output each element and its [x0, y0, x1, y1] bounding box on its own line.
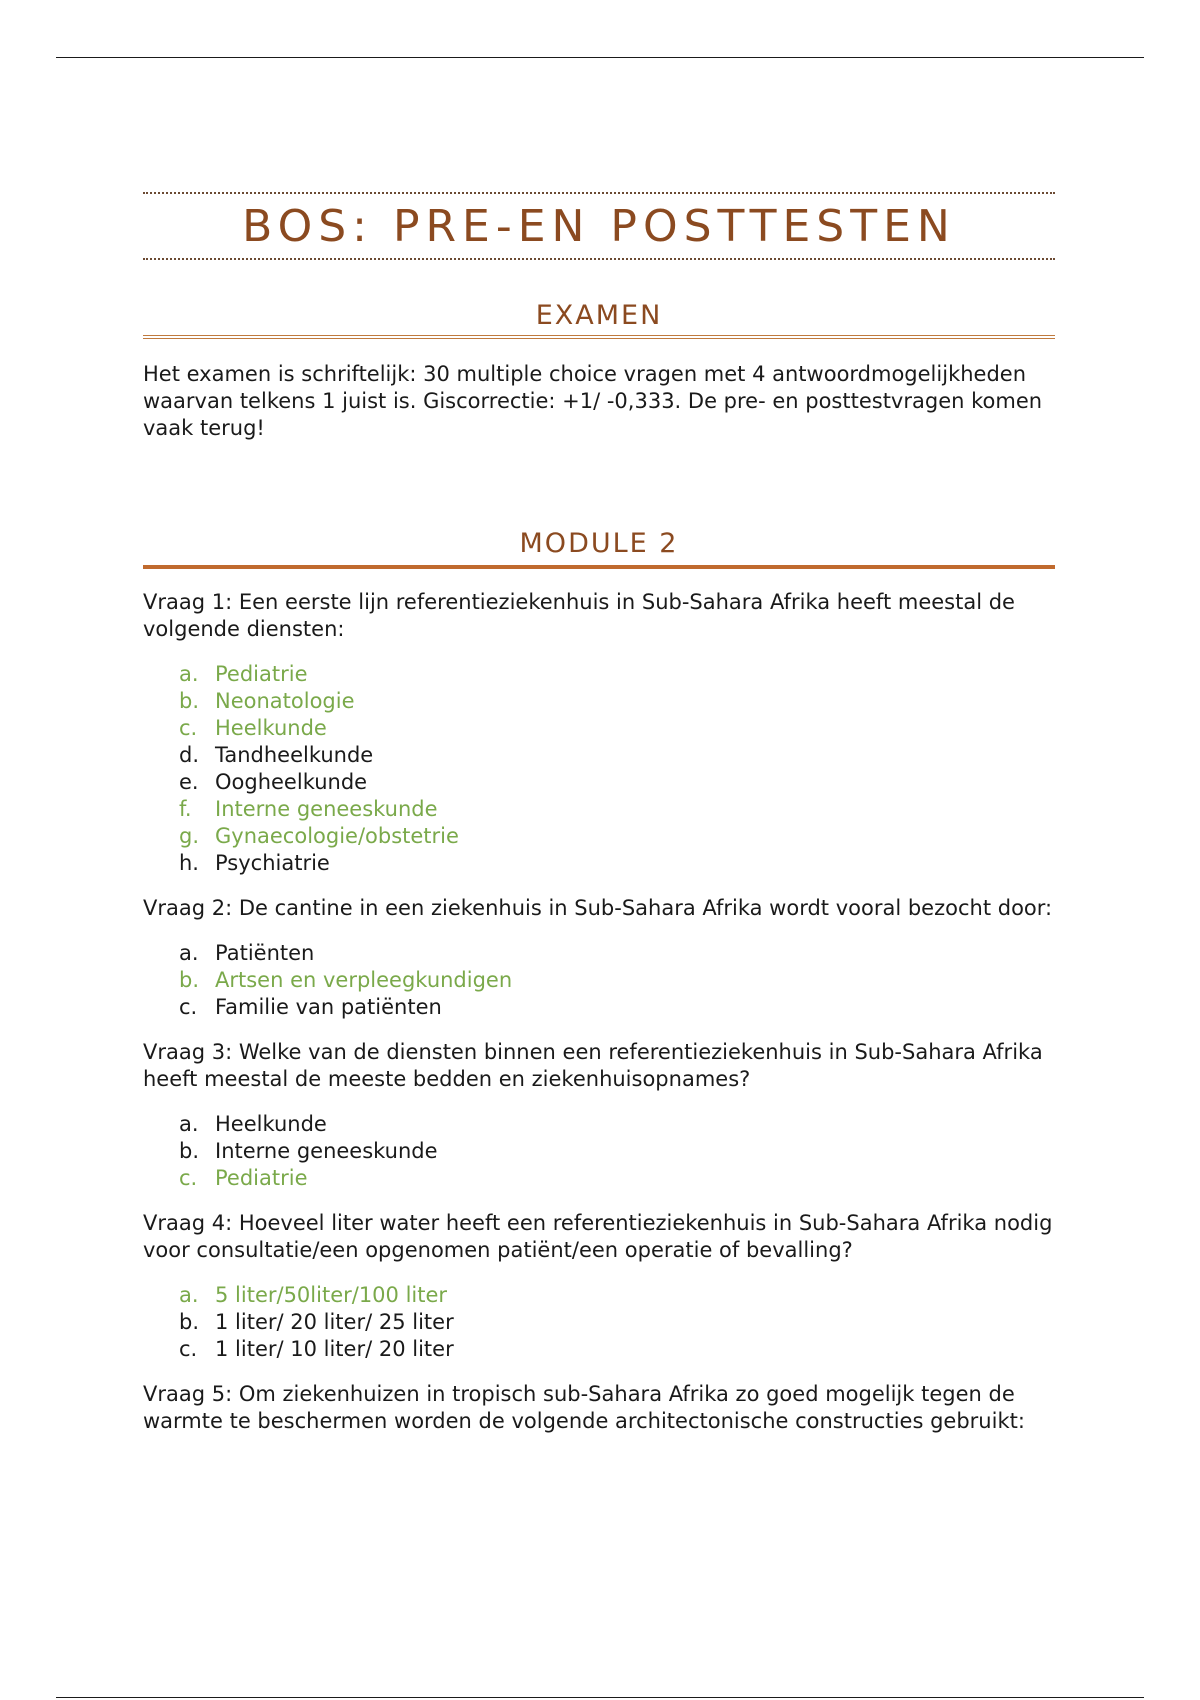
answer-letter: a. [179, 1283, 199, 1307]
answer-text: Pediatrie [215, 662, 308, 686]
answer-text: Tandheelkunde [215, 743, 374, 767]
answer-letter: b. [179, 1139, 200, 1163]
answer-letter: a. [179, 941, 199, 965]
answer-text: Neonatologie [215, 689, 355, 713]
answer-option [179, 1336, 1055, 1363]
answer-text: 1 liter/ 20 liter/ 25 liter [215, 1310, 454, 1334]
answer-option [179, 769, 1055, 796]
answer-text: Oogheelkunde [215, 770, 368, 794]
answer-letter: c. [179, 1166, 198, 1190]
answer-text: Artsen en verpleegkundigen [215, 968, 513, 992]
answer-text: Psychiatrie [215, 851, 330, 875]
answer-text: Familie van patiënten [215, 995, 442, 1019]
answer-option [179, 940, 1055, 967]
answer-option [179, 1309, 1055, 1336]
answer-option [179, 742, 1055, 769]
answer-option-correct [179, 688, 1055, 715]
answer-option [179, 1138, 1055, 1165]
answer-letter: c. [179, 1337, 198, 1361]
answer-letter: f. [179, 797, 192, 821]
answer-letter: b. [179, 1310, 200, 1334]
question-text: Vraag 3: Welke van de diensten binnen een referentieziekenhuis in Sub-Sahara Afrika heeft meestal de meeste bedden en ziekenhuisopnames? [143, 1040, 1043, 1091]
answer-list [143, 940, 1055, 1021]
section-heading-module: MODULE 2 [143, 528, 1055, 569]
answer-text: Interne geneeskunde [215, 797, 438, 821]
answer-letter: b. [179, 689, 200, 713]
answer-option-correct [179, 796, 1055, 823]
answer-list [143, 1111, 1055, 1192]
answer-letter: d. [179, 743, 200, 767]
answer-text: Heelkunde [215, 1112, 327, 1136]
answer-letter: a. [179, 1112, 199, 1136]
answer-option [179, 1111, 1055, 1138]
answer-option [179, 994, 1055, 1021]
answer-letter: e. [179, 770, 199, 794]
page-top-rule [56, 57, 1144, 58]
question-text: Vraag 4: Hoeveel liter water heeft een referentieziekenhuis in Sub-Sahara Afrika nodig voor consultatie/een opgenomen patiënt/een operatie of bevalling? [143, 1211, 1053, 1262]
answer-letter: h. [179, 851, 199, 875]
answer-list [143, 661, 1055, 877]
answer-option-correct [179, 1165, 1055, 1192]
page-bottom-rule [56, 1697, 1144, 1698]
answer-letter: a. [179, 662, 199, 686]
answer-text: Patiënten [215, 941, 315, 965]
answer-text: Interne geneeskunde [215, 1139, 438, 1163]
answer-option-correct [179, 1282, 1055, 1309]
answer-option-correct [179, 715, 1055, 742]
question-text: Vraag 5: Om ziekenhuizen in tropisch sub-Sahara Afrika zo goed mogelijk tegen de warmte te beschermen worden de volgende architectonische constructies gebruikt: [143, 1382, 1025, 1433]
exam-description: Het examen is schriftelijk: 30 multiple choice vragen met 4 antwoordmogelijkheden waarvan telkens 1 juist is. Giscorrectie: +1/ -0,333. De pre- en posttestvragen komen vaak terug! [143, 362, 1043, 440]
answer-text: Pediatrie [215, 1166, 308, 1190]
answer-option-correct [179, 967, 1055, 994]
document-title: BOS: PRE-EN POSTTESTEN [143, 192, 1055, 260]
answer-letter: g. [179, 824, 200, 848]
answer-text: 5 liter/50liter/100 liter [215, 1283, 448, 1307]
section-heading-exam: EXAMEN [143, 300, 1055, 339]
answer-option-correct [179, 661, 1055, 688]
answer-text: Heelkunde [215, 716, 327, 740]
question-list [143, 589, 1055, 1435]
answer-text: 1 liter/ 10 liter/ 20 liter [215, 1337, 454, 1361]
answer-list [143, 1282, 1055, 1363]
question-text: Vraag 1: Een eerste lijn referentieziekenhuis in Sub-Sahara Afrika heeft meestal de volgende diensten: [143, 590, 1015, 641]
answer-text: Gynaecologie/obstetrie [215, 824, 459, 848]
answer-letter: b. [179, 968, 200, 992]
answer-option [179, 850, 1055, 877]
answer-letter: c. [179, 716, 198, 740]
question-text: Vraag 2: De cantine in een ziekenhuis in Sub-Sahara Afrika wordt vooral bezocht door: [143, 896, 1053, 920]
answer-letter: c. [179, 995, 198, 1019]
answer-option-correct [179, 823, 1055, 850]
document-body [143, 192, 1055, 1453]
